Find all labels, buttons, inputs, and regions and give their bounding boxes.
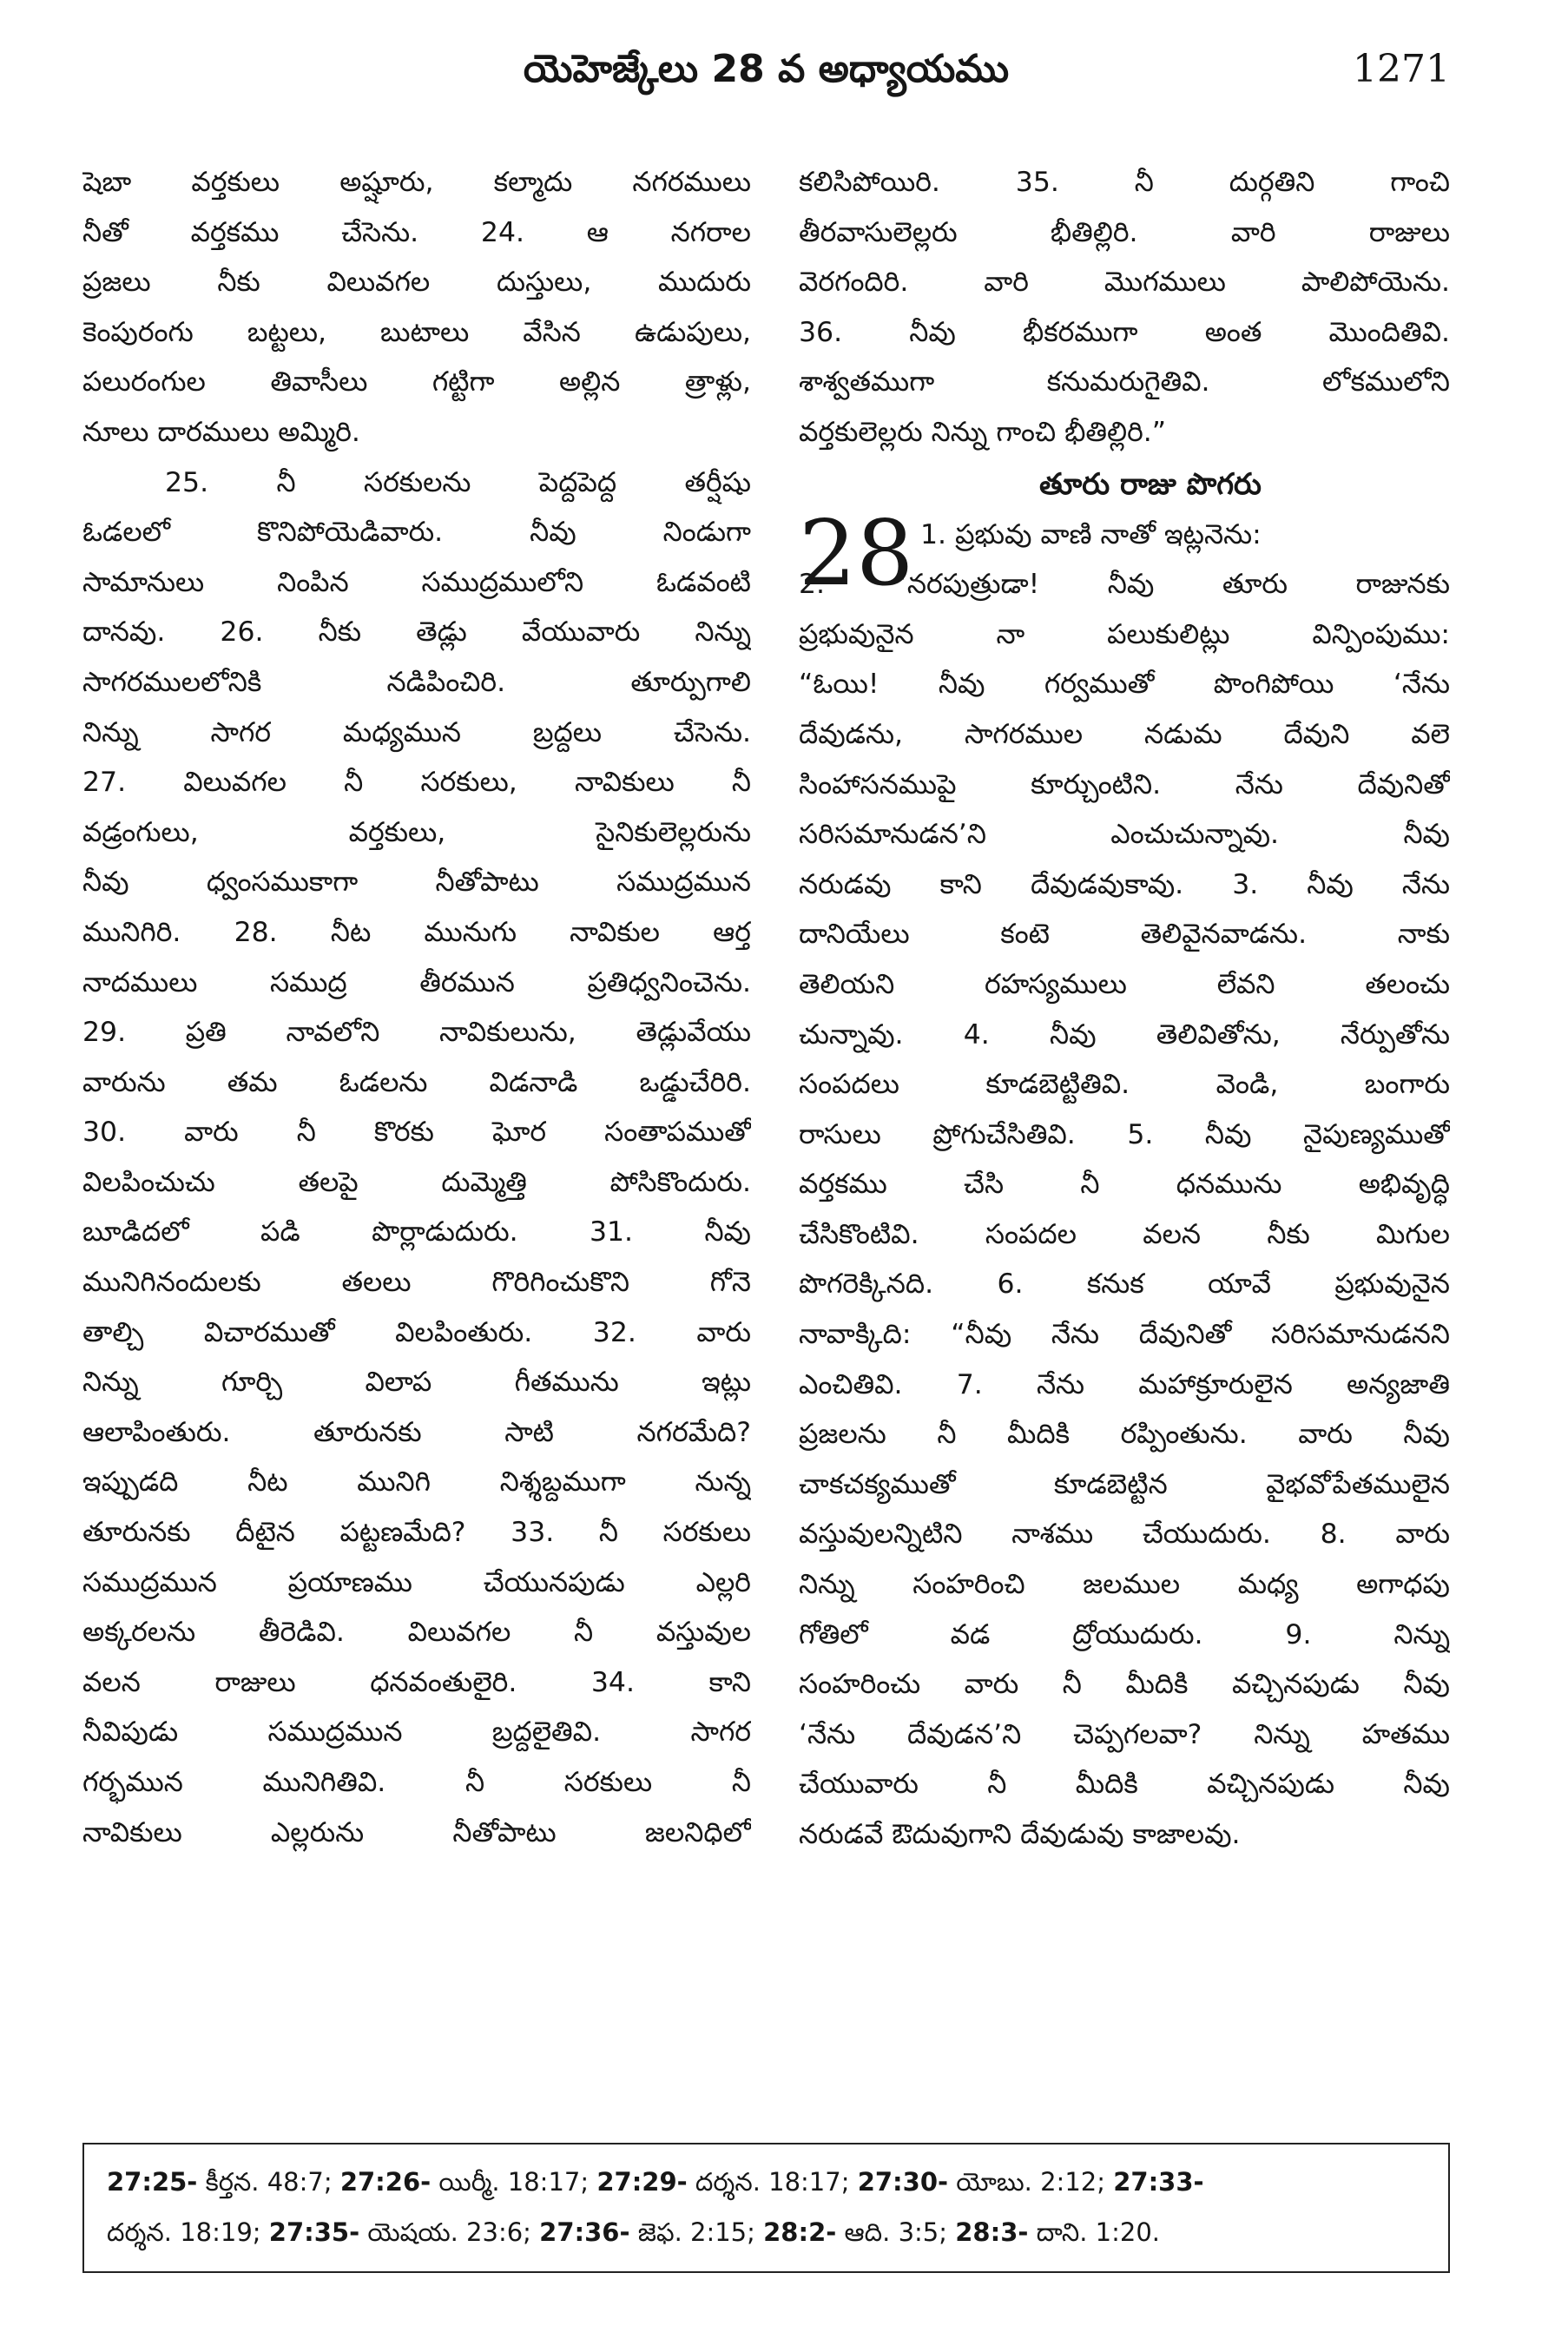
- text-line: తీరవాసులెల్లరు భీతిల్లిరి. వారి రాజులు: [799, 216, 1450, 248]
- text-line: పలురంగుల తివాసీలు గట్టిగా అల్లిన త్రాళ్లు,: [82, 366, 751, 399]
- text-line: సరిసమానుడన’ని ఎంచుచున్నావు. నీవు: [799, 819, 1450, 851]
- text-line: 29. ప్రతి నావలోని నావికులును, తెడ్లువేయు: [82, 1017, 751, 1049]
- text-line: 30. వారు నీ కొరకు ఘోర సంతాపముతో: [82, 1117, 751, 1149]
- left-column: [82, 158, 751, 1858]
- text-line: నరుడవే ఔదువుగాని దేవుడువు కాజాలవు.: [799, 1819, 1241, 1850]
- text-line: వడ్రంగులు, వర్తకులు, సైనికులెల్లరును: [82, 816, 751, 848]
- text-line: సామానులు నింపిన సముద్రములోని ఓడవంటి: [82, 566, 751, 598]
- text-line: 36. నీవు భీకరముగా అంత మొందితివి.: [799, 316, 1450, 348]
- text-line: మునిగినందులకు తలలు గొరిగించుకొని గోనె: [82, 1267, 751, 1299]
- page-number: 1271: [1353, 47, 1450, 91]
- text-line: వెరగందిరి. వారి మొగములు పాలిపోయెను.: [799, 267, 1450, 299]
- chapter-number: 28: [799, 499, 914, 606]
- footnote-text: యోబు. 2:12;: [948, 2167, 1114, 2197]
- footnote-ref: 27:35-: [268, 2217, 360, 2247]
- text-line: దానియేలు కంటె తెలివైనవాడను. నాకు: [799, 919, 1450, 951]
- text-line: వారును తమ ఓడలను విడనాడి ఒడ్డుచేరిరి.: [82, 1066, 751, 1098]
- text-line: సాగరములలోనికి నడిపించిరి. తూర్పుగాలి: [82, 666, 751, 698]
- page-header: [82, 42, 1450, 120]
- text-line: సింహాసనముపై కూర్చుంటిని. నేను దేవునితో: [799, 768, 1450, 800]
- footnote-ref: 27:33-: [1113, 2167, 1204, 2197]
- text-line: 25. నీ సరకులను పెద్దపెద్ద తర్షీషు: [165, 466, 751, 498]
- text-line: కలిసిపోయిరి. 35. నీ దుర్గతిని గాంచి: [799, 167, 1450, 198]
- text-line: “ఓయి! నీవు గర్వముతో పొంగిపోయి ‘నేను: [799, 669, 1450, 701]
- text-line: చేయువారు నీ మీదికి వచ్చినపుడు నీవు: [799, 1769, 1450, 1801]
- text-line: ప్రజలు నీకు విలువగల దుస్తులు, ముదురు: [82, 267, 751, 299]
- text-line: గర్భమున మునిగితివి. నీ సరకులు నీ: [82, 1767, 751, 1798]
- text-line: శాశ్వతముగా కనుమరుగైతివి. లోకములోని: [799, 366, 1450, 399]
- footnote-text: ఆది. 3:5;: [836, 2217, 956, 2247]
- text-line: చున్నావు. 4. నీవు తెలివితోను, నేర్పుతోను: [799, 1018, 1450, 1051]
- footnote-ref: 28:3-: [955, 2217, 1029, 2247]
- text-line: సంహరించు వారు నీ మీదికి వచ్చినపుడు నీవు: [799, 1669, 1450, 1701]
- text-line: నీవు ధ్వంసముకాగా నీతోపాటు సముద్రమున: [82, 866, 751, 899]
- footnote-ref: 27:29-: [596, 2167, 688, 2197]
- footnote-text: యెషయ. 23:6;: [359, 2217, 540, 2247]
- text-line: దానవు. 26. నీకు తెడ్లు వేయువారు నిన్ను: [82, 616, 751, 649]
- footnote-ref: 27:26-: [339, 2167, 432, 2197]
- text-line: సంపదలు కూడబెట్టితివి. వెండి, బంగారు: [799, 1069, 1450, 1101]
- text-line: నిన్ను గూర్చి విలాప గీతమును ఇట్లు: [82, 1367, 751, 1399]
- footnote-line: [107, 2157, 1426, 2207]
- text-line: 2. “నరపుత్రుడా! నీవు తూరు రాజునకు: [799, 569, 1450, 601]
- footnote-text: యిర్మీ. 18:17;: [431, 2167, 597, 2197]
- text-line: వస్తువులన్నిటిని నాశము చేయుదురు. 8. వారు: [799, 1519, 1450, 1551]
- text-line: నీవిపుడు సముద్రమున బ్రద్దలైతివి. సాగర: [82, 1716, 751, 1749]
- section-heading: తూరు రాజు పొగరు: [1039, 466, 1262, 502]
- footnote-ref: 27:25-: [107, 2167, 198, 2197]
- footnote-ref: 27:30-: [857, 2167, 949, 2197]
- text-line: మునిగిరి. 28. నీట మునుగు నావికుల ఆర్త: [82, 916, 751, 948]
- text-line: నావాక్కిది: “నీవు నేను దేవునితో సరిసమానుడనని: [799, 1319, 1450, 1351]
- footnote-line: [107, 2207, 1426, 2257]
- text-line: ప్రభువునైన నా పలుకులిట్లు విన్పింపుము:: [799, 618, 1450, 650]
- text-line: ప్రజలను నీ మీదికి రప్పింతును. వారు నీవు: [799, 1419, 1450, 1451]
- footnote-text: దాని. 1:20.: [1028, 2217, 1161, 2247]
- text-line: 1. ప్రభువు వాణి నాతో ఇట్లనెను:: [920, 518, 1262, 550]
- text-line: విలపించుచు తలపై దుమ్మెత్తి పోసికొందురు.: [82, 1166, 751, 1198]
- text-line: నావికులు ఎల్లరును నీతోపాటు జలనిధిలో: [82, 1816, 751, 1848]
- text-line: సముద్రమున ప్రయాణము చేయునపుడు ఎల్లరి: [82, 1566, 751, 1598]
- text-line: అక్కరలను తీరెడివి. విలువగల నీ వస్తువుల: [82, 1617, 751, 1649]
- text-line: రాసులు ప్రోగుచేసితివి. 5. నీవు నైపుణ్యముతో: [799, 1118, 1450, 1150]
- text-line: వర్తకము చేసి నీ ధనమును అభివృద్ధి: [799, 1169, 1450, 1201]
- text-line: తెలియని రహస్యములు లేవని తలంచు: [799, 968, 1450, 1000]
- footnote-text: జెఫ. 2:15;: [629, 2217, 764, 2247]
- right-column: [799, 158, 1450, 1861]
- text-line: దేవుడను, సాగరముల నడుమ దేవుని వలె: [799, 718, 1450, 750]
- text-line: నూలు దారములు అమ్మిరి.: [82, 416, 360, 448]
- footnote-text: దర్శన. 18:19;: [107, 2217, 269, 2247]
- text-line: ఎంచితివి. 7. నేను మహాక్రూరులైన అన్యజాతి: [799, 1368, 1450, 1400]
- text-line: కెంపురంగు బట్టలు, బుటాలు వేసిన ఉడుపులు,: [82, 316, 751, 348]
- footnote-ref: 28:2-: [763, 2217, 837, 2247]
- footnote-text: దర్శన. 18:17;: [687, 2167, 858, 2197]
- text-line: ‘నేను దేవుడన’ని చెప్పగలవా? నిన్ను హతము: [799, 1718, 1450, 1750]
- text-line: బూడిదలో పడి పొర్లాడుదురు. 31. నీవు: [82, 1216, 751, 1248]
- text-line: షెబా వర్తకులు అష్షూరు, కల్మాదు నగరములు: [82, 167, 751, 198]
- text-line: వర్తకులెల్లరు నిన్ను గాంచి భీతిల్లిరి.”: [799, 416, 1167, 448]
- text-line: ఓడలలో కొనిపోయెడివారు. నీవు నిండుగా: [82, 517, 751, 549]
- running-title: యెహెజ్కేలు 28 వ అధ్యాయము: [523, 47, 1010, 91]
- text-line: చేసికొంటివి. సంపదల వలన నీకు మిగుల: [799, 1218, 1450, 1250]
- text-line: నిన్ను సాగర మధ్యమున బ్రద్దలు చేసెను.: [82, 716, 751, 748]
- text-line: వలన రాజులు ధనవంతులైరి. 34. కాని: [82, 1666, 751, 1698]
- text-line: చాకచక్యముతో కూడబెట్టిన వైభవోపేతములైన: [799, 1468, 1450, 1500]
- footnote-text: కీర్తన. 48:7;: [197, 2167, 340, 2197]
- text-line: పొగరెక్కినది. 6. కనుక యావే ప్రభువునైన: [799, 1268, 1450, 1301]
- text-line: 27. విలువగల నీ సరకులు, నావికులు నీ: [82, 767, 751, 799]
- text-line: నరుడవు కాని దేవుడవుకావు. 3. నీవు నేను: [799, 868, 1450, 900]
- text-line: నిన్ను సంహరించి జలముల మధ్య అగాధపు: [799, 1569, 1450, 1601]
- text-line: నాదములు సముద్ర తీరమున ప్రతిధ్వనించెను.: [82, 966, 751, 998]
- text-line: తాల్చి విచారముతో విలపింతురు. 32. వారు: [82, 1316, 751, 1348]
- text-line: గోతిలో వడ ద్రోయుదురు. 9. నిన్ను: [799, 1618, 1450, 1650]
- text-line: నీతో వర్తకము చేసెను. 24. ఆ నగరాల: [82, 216, 751, 248]
- text-line: తూరునకు దీటైన పట్టణమేది? 33. నీ సరకులు: [82, 1517, 751, 1549]
- footnote-ref: 27:36-: [539, 2217, 630, 2247]
- text-line: ఇప్పుడది నీట మునిగి నిశ్శబ్దముగా నున్న: [82, 1466, 751, 1499]
- text-line: ఆలాపింతురు. తూరునకు సాటి నగరమేది?: [82, 1416, 751, 1448]
- cross-reference-box: [82, 2143, 1450, 2273]
